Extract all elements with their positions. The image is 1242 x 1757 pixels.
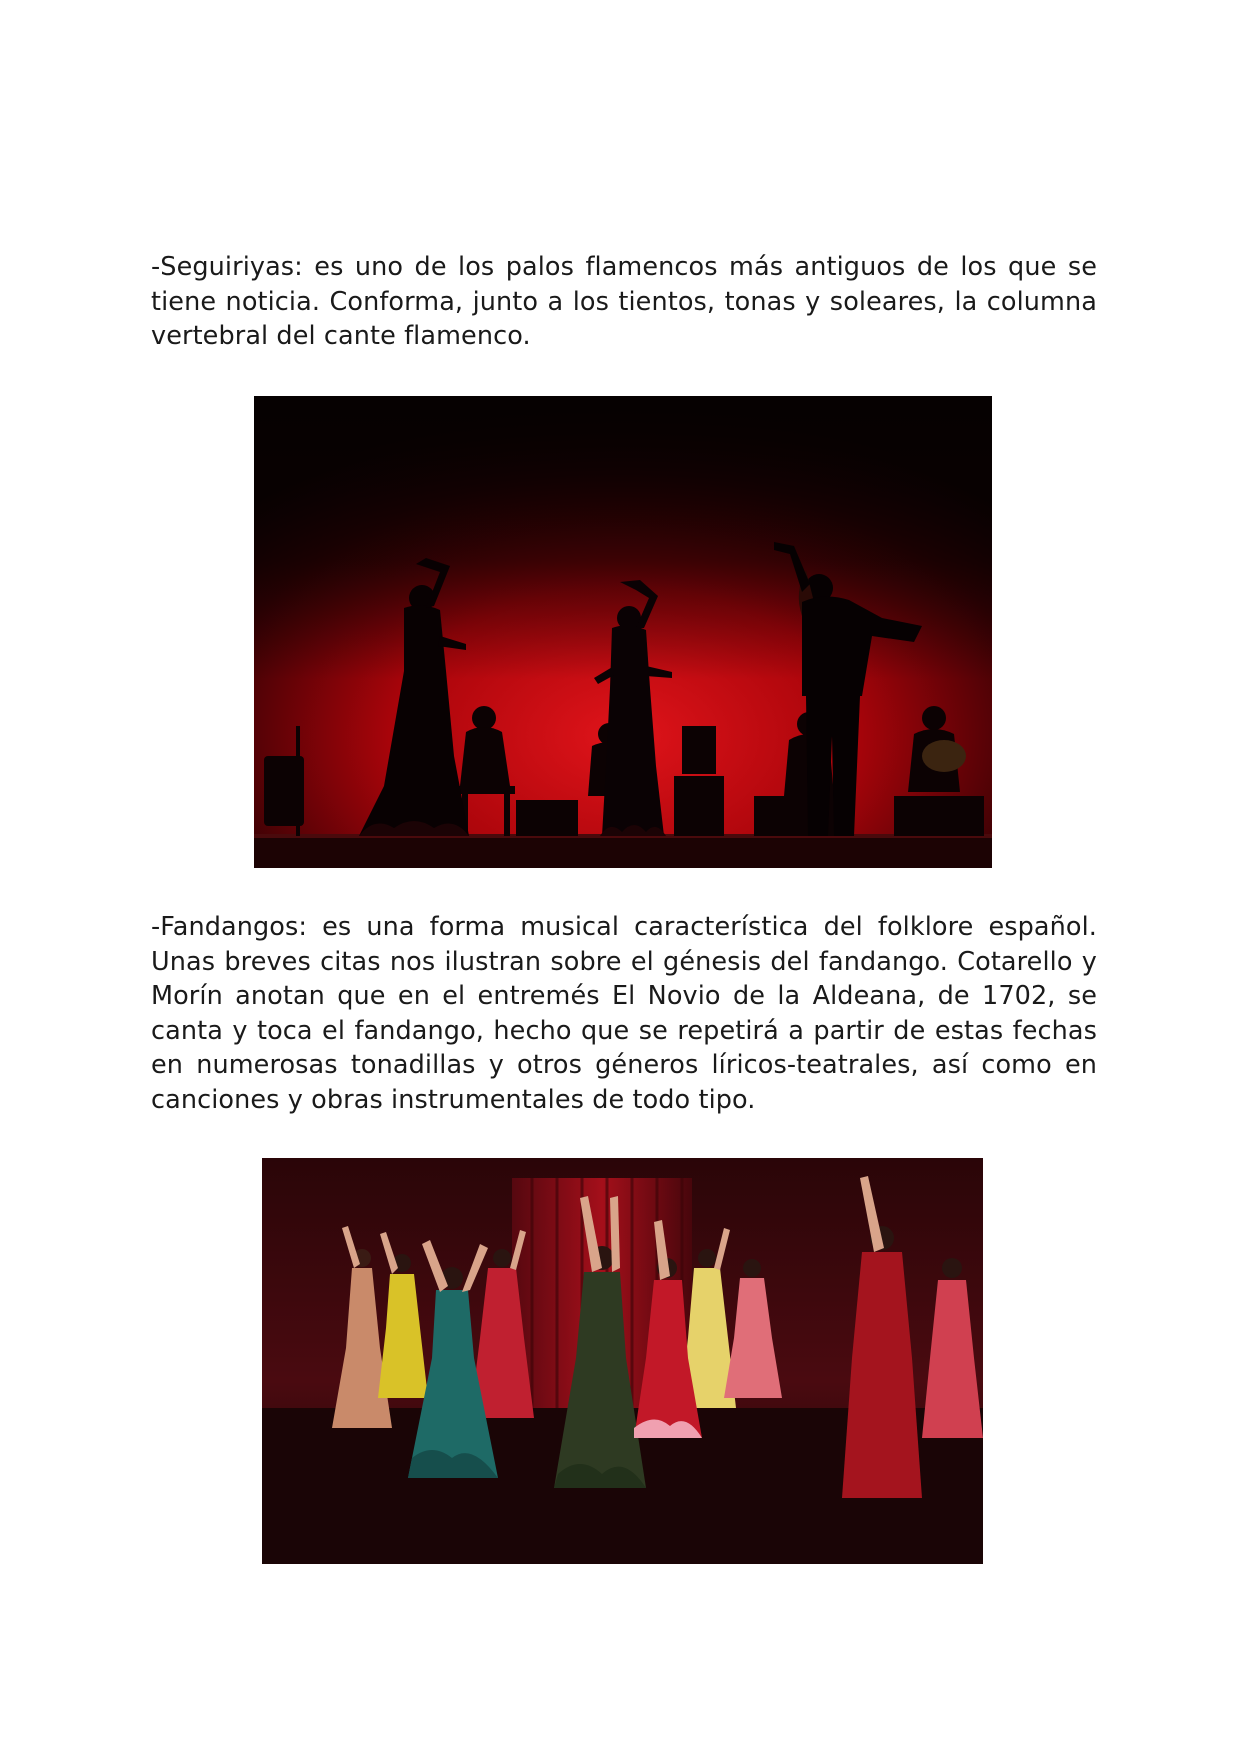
seguiriyas-paragraph: -Seguiriyas: es uno de los palos flamencos más antiguos de los que se tiene noticia. Conforma, junto a los tientos, tonas y soleares, la columna vertebral del cante flamenco. xyxy=(151,252,1097,351)
fandangos-paragraph: -Fandangos: es una forma musical característica del folklore español. Unas breves citas nos ilustran sobre el génesis del fandango. Cotarello y Morín anotan que en el entremés El Novio de la Aldeana, de 1702, se canta y toca el fandango, hecho que se repetirá a partir de estas fechas en numerosas tonadillas y otros géneros líricos-teatrales, así como en canciones y obras instrumentales de todo tipo. xyxy=(151,912,1097,1115)
group-dance-photo xyxy=(262,1158,983,1564)
flamenco-stage-photo xyxy=(254,396,992,868)
